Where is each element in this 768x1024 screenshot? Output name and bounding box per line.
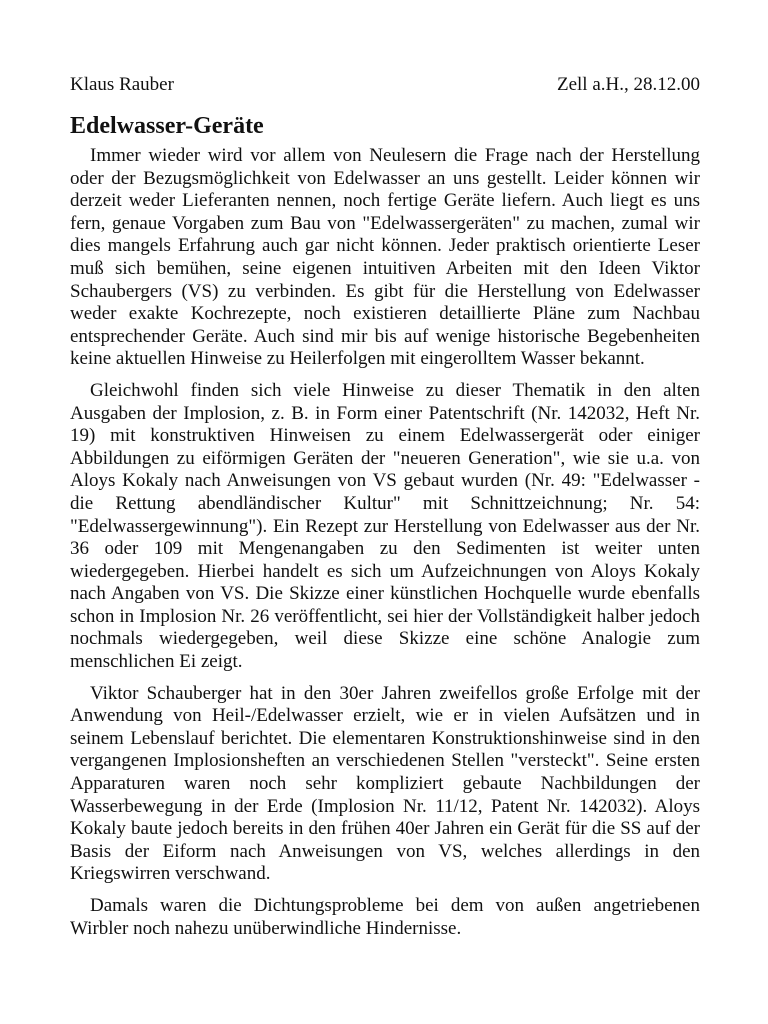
place-date: Zell a.H., 28.12.00 xyxy=(556,74,700,95)
paragraph: Immer wieder wird vor allem von Neulesern die Frage nach der Herstellung oder der Bezugsmöglichkeit von Edelwasser an uns gestellt. Leider können wir derzeit weder Lieferanten nennen, noch fertige Geräte liefern. Auch liegt es uns fern, genaue Vorgaben zum Bau von "Edelwassergeräten" zu machen, zumal wir dies mangels Erfahrung auch gar nicht können. Jeder praktisch orientierte Leser muß sich bemühen, seine eigenen intuitiven Arbeiten mit den Ideen Viktor Schaubergers (VS) zu verbinden. Es gibt für die Herstellung von Edelwasser weder exakte Kochrezepte, noch existieren detaillierte Pläne zum Nachbau entsprechender Geräte. Auch sind mir bis auf wenige historische Begebenheiten keine aktuellen Hinweise zu Heilerfolgen mit eingerolltem Wasser bekannt. xyxy=(70,145,700,370)
author-name: Klaus Rauber xyxy=(70,74,174,95)
document-page xyxy=(70,71,700,949)
article-title: Edelwasser-Geräte xyxy=(70,113,264,139)
paragraph: Gleichwohl finden sich viele Hinweise zu dieser Thematik in den alten Ausgaben der Implosion, z. B. in Form einer Patentschrift (Nr. 142032, Heft Nr. 19) mit konstruktiven Hinweisen zu einem Edelwassergerät oder einiger Abbildungen zu eiförmigen Geräten der "neueren Generation", wie sie u.a. von Aloys Kokaly nach Anweisungen von VS gebaut wurden (Nr. 49: "Edelwasser - die Rettung abendländischer Kultur" mit Schnittzeichnung; Nr. 54: "Edelwassergewinnung"). Ein Rezept zur Herstellung von Edelwasser aus der Nr. 36 oder 109 mit Mengenangaben zu den Sedimenten ist weiter unten wiedergegeben. Hierbei handelt es sich um Aufzeichnungen von Aloys Kokaly nach Angaben von VS. Die Skizze einer künstlichen Hochquelle wurde ebenfalls schon in Implosion Nr. 26 veröffentlicht, sei hier der Vollständigkeit halber jedoch nochmals wiedergegeben, weil diese Skizze eine schöne Analogie zum menschlichen Ei zeigt. xyxy=(70,379,700,673)
document-header xyxy=(70,71,700,99)
paragraph: Damals waren die Dichtungsprobleme bei dem von außen angetriebenen Wirbler noch nahezu unüberwindliche Hindernisse. xyxy=(70,895,700,939)
paragraph: Viktor Schauberger hat in den 30er Jahren zweifellos große Erfolge mit der Anwendung von Heil-/Edelwasser erzielt, wie er in vielen Aufsätzen und in seinem Lebenslauf berichtet. Die elementaren Konstruktionshinweise sind in den vergangenen Implosionsheften an verschiedenen Stellen "versteckt". Seine ersten Apparaturen waren noch sehr kompliziert gebaute Nachbildungen der Wasserbewegung in der Erde (Implosion Nr. 11/12, Patent Nr. 142032). Aloys Kokaly baute jedoch bereits in den frühen 40er Jahren ein Gerät für die SS auf der Basis der Eiform nach Anweisungen von VS, welches allerdings in den Kriegswirren verschwand. xyxy=(70,682,700,885)
